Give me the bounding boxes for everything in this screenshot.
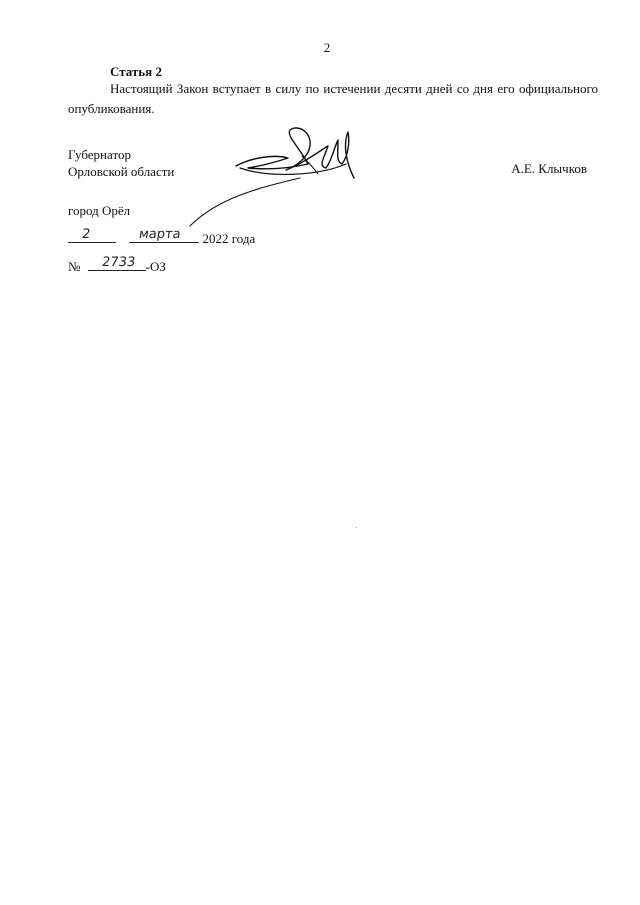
law-number-value: 2733 [100, 255, 136, 270]
date-month-field [129, 228, 199, 243]
signer-title-line1: Губернатор [68, 147, 131, 162]
date-year: 2022 года [202, 231, 256, 246]
law-number [68, 256, 166, 275]
signer-title-line2: Орловской области [68, 164, 175, 179]
page-number: 2 [323, 40, 331, 55]
article-heading: Статья 2 [110, 64, 162, 79]
number-sign: № [68, 259, 81, 274]
date-day: 2 [80, 227, 92, 242]
article-text: Настоящий Закон вступает в силу по истечении десяти дней со дня его официального опубликования. [68, 81, 598, 116]
scan-speck [356, 527, 357, 528]
city-name: город Орёл [68, 203, 131, 218]
date-day-field [68, 228, 116, 243]
date-month: марта [138, 227, 182, 242]
signer-title [68, 146, 174, 180]
law-number-suffix: -ОЗ [145, 259, 166, 274]
signer-name: А.Е. Клычков [511, 161, 587, 176]
signature-image [178, 118, 368, 238]
law-number-field [88, 256, 146, 271]
signing-date [68, 228, 255, 248]
